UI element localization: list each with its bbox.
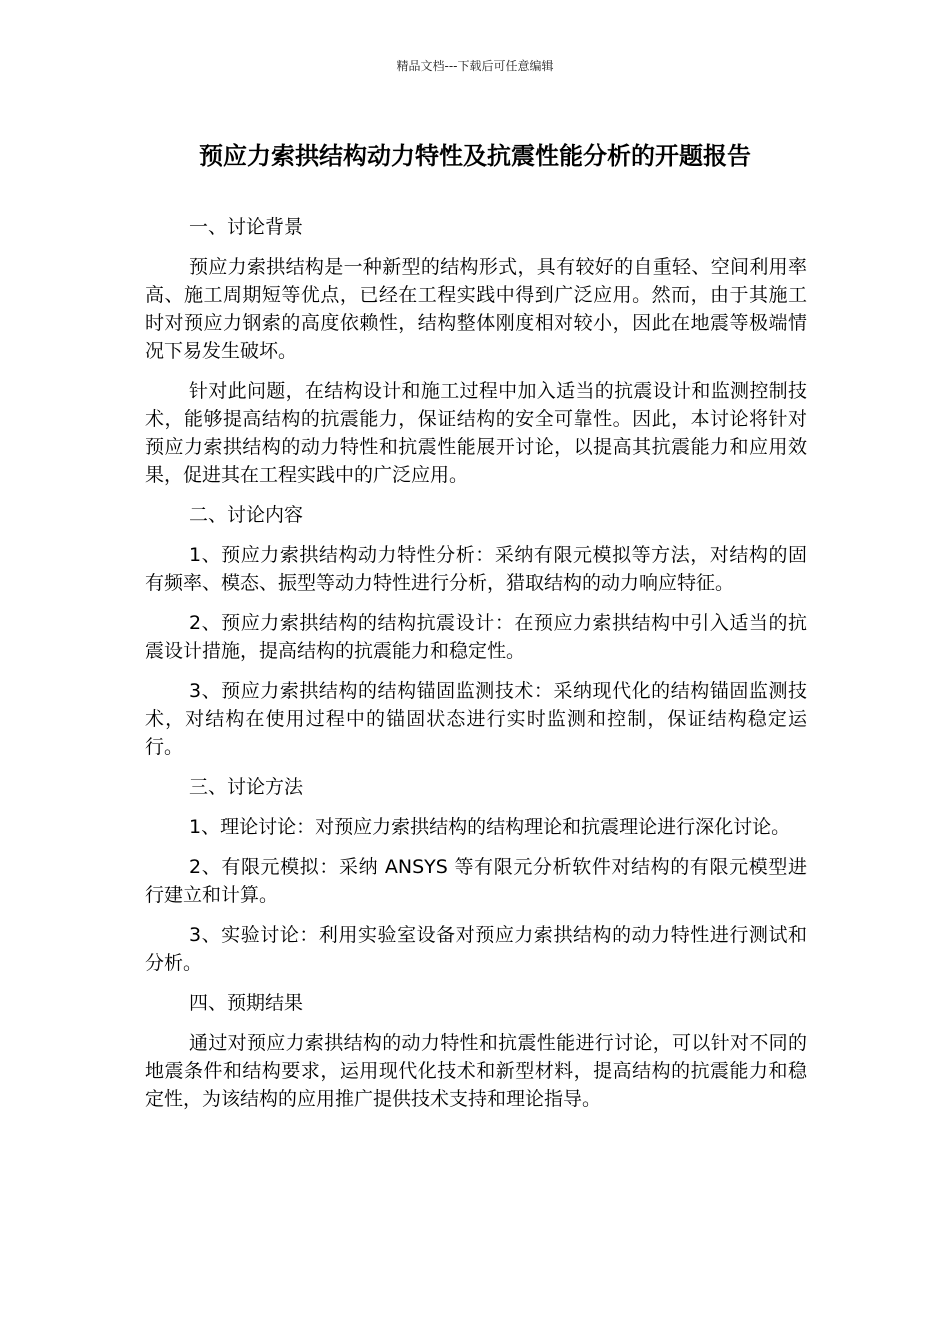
paragraph: 1、预应力索拱结构动力特性分析：采纳有限元模拟等方法，对结构的固有频率、模态、振型等动力特性进行分析，猎取结构的动力响应特征。 — [145, 544, 807, 594]
paragraph: 预应力索拱结构是一种新型的结构形式，具有较好的自重轻、空间利用率高、施工周期短等优点，已经在工程实践中得到广泛应用。然而，由于其施工时对预应力钢索的高度依赖性，结构整体刚度相对较小，因此在地震等极端情况下易发生破坏。 — [145, 256, 807, 362]
section-expected-results — [145, 989, 807, 1113]
section-heading: 四、预期结果 — [189, 992, 304, 1014]
document-title: 预应力索拱结构动力特性及抗震性能分析的开题报告 — [199, 142, 751, 170]
page-header-note: 精品文档---下载后可任意编辑 — [396, 59, 554, 73]
paragraph: 3、实验讨论：利用实验室设备对预应力索拱结构的动力特性进行测试和分析。 — [145, 924, 807, 974]
paragraph: 1、理论讨论：对预应力索拱结构的结构理论和抗震理论进行深化讨论。 — [189, 816, 791, 838]
section-heading: 三、讨论方法 — [189, 776, 304, 798]
section-content — [145, 501, 807, 761]
document-body — [145, 213, 807, 1125]
section-heading: 二、讨论内容 — [189, 504, 304, 526]
section-heading: 一、讨论背景 — [189, 216, 304, 238]
paragraph: 针对此问题，在结构设计和施工过程中加入适当的抗震设计和监测控制技术，能够提高结构的抗震能力，保证结构的安全可靠性。因此，本讨论将针对预应力索拱结构的动力特性和抗震性能展开讨论，以提高其抗震能力和应用效果，促进其在工程实践中的广泛应用。 — [145, 380, 807, 486]
section-methods — [145, 773, 807, 977]
paragraph: 2、有限元模拟：采纳 ANSYS 等有限元分析软件对结构的有限元模型进行建立和计算。 — [145, 856, 807, 906]
paragraph: 3、预应力索拱结构的结构锚固监测技术：采纳现代化的结构锚固监测技术，对结构在使用过程中的锚固状态进行实时监测和控制，保证结构稳定运行。 — [145, 680, 807, 758]
section-background — [145, 213, 807, 489]
paragraph: 2、预应力索拱结构的结构抗震设计：在预应力索拱结构中引入适当的抗震设计措施，提高结构的抗震能力和稳定性。 — [145, 612, 807, 662]
paragraph: 通过对预应力索拱结构的动力特性和抗震性能进行讨论，可以针对不同的地震条件和结构要求，运用现代化技术和新型材料，提高结构的抗震能力和稳定性，为该结构的应用推广提供技术支持和理论指导。 — [145, 1032, 807, 1110]
